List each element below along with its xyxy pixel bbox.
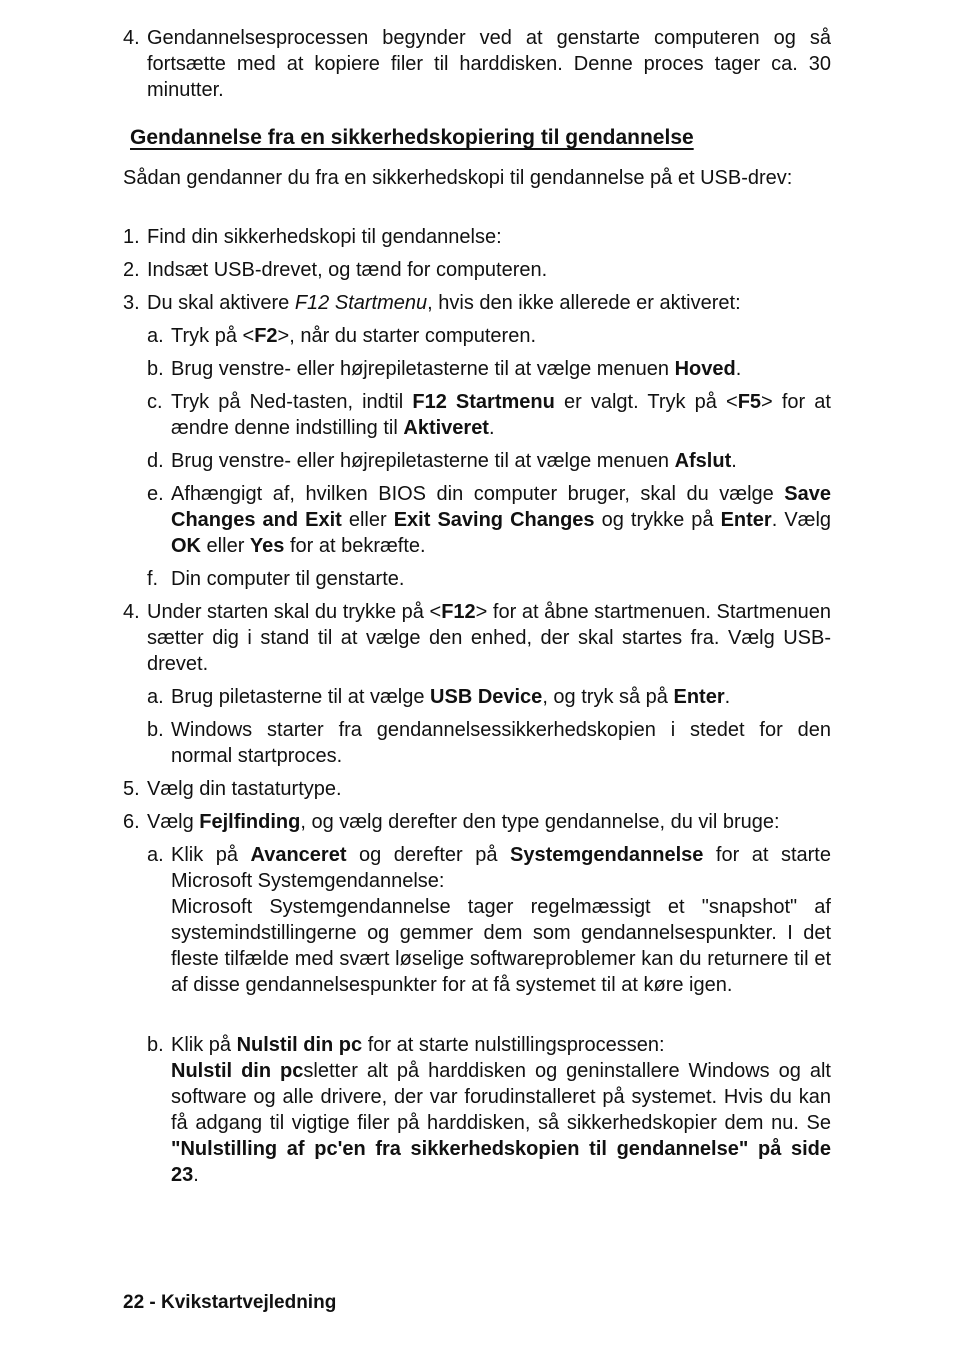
list-text xyxy=(171,1032,831,1188)
list-text xyxy=(147,257,831,283)
bold-text: Yes xyxy=(249,535,285,557)
list-item xyxy=(123,224,831,250)
text-run: Afhængigt af, hvilken BIOS din computer bruger, skal du vælge xyxy=(171,483,785,505)
text-run: Brug venstre- eller højrepiletasterne til at vælge menuen xyxy=(171,358,675,380)
list-letter: f. xyxy=(147,568,159,590)
list-text xyxy=(147,599,831,677)
bold-text: F2 xyxy=(254,325,278,347)
bold-text: Enter xyxy=(673,686,725,708)
text-run: Tryk på < xyxy=(171,325,255,347)
bold-text: "Nulstilling af pc'en fra sikkerhedskopien til gendannelse" på side 23 xyxy=(171,1138,831,1186)
text-run: Gendannelsesprocessen begynder ved at genstarte computeren og så fortsætte med at kopiere filer til harddisken. Denne proces tager ca. 30 minutter. xyxy=(147,27,831,101)
bold-text: OK xyxy=(171,535,201,557)
list-text xyxy=(171,717,831,769)
list-item xyxy=(123,25,831,103)
list-letter: c. xyxy=(147,391,163,413)
list-text xyxy=(171,842,831,998)
list-number: 5. xyxy=(123,778,140,800)
text-run: , og tryk så på xyxy=(542,686,674,708)
text-run: Brug venstre- eller højrepiletasterne til at vælge menuen xyxy=(171,450,675,472)
sub-list-item xyxy=(147,842,831,998)
text-run: >, når du starter computeren. xyxy=(277,325,536,347)
list-text xyxy=(147,290,831,316)
list-number: 6. xyxy=(123,811,140,833)
list-text xyxy=(171,684,831,710)
text-run: , hvis den ikke allerede er aktiveret: xyxy=(427,292,741,314)
list-text xyxy=(171,481,831,559)
list-item xyxy=(123,290,831,316)
text-run: > for at åbne startmenuen. Startmenuen sætter dig i stand til at vælge den enhed, der skal startes fra. Vælg USB-drevet. xyxy=(147,601,831,675)
bold-text: Save Changes and Exit xyxy=(171,483,831,531)
intro-paragraph: Sådan gendanner du fra en sikkerhedskopi til gendannelse på et USB-drev: xyxy=(123,167,793,189)
list-letter: b. xyxy=(147,358,164,380)
bold-text: Aktiveret xyxy=(403,417,489,439)
text-run: eller xyxy=(201,535,250,557)
text-run: Microsoft Systemgendannelse tager regelmæssigt et "snapshot" af systemindstillingerne og gemmer dem som gendannelsespunkter. I det fleste tilfælde med svært løselige softwareproblemer kan du returnere til et af disse gendannelsespunkter for at få systemet til at køre igen. xyxy=(171,896,831,996)
list-text xyxy=(171,448,831,474)
section-heading: Gendannelse fra en sikkerhedskopiering til gendannelse xyxy=(130,126,694,149)
text-run: . xyxy=(724,686,731,708)
list-text xyxy=(147,25,831,103)
list-letter: a. xyxy=(147,686,164,708)
list-text xyxy=(147,224,831,250)
italic-text: F12 Startmenu xyxy=(294,292,428,314)
list-text xyxy=(147,776,831,802)
bold-text: Systemgendannelse xyxy=(509,844,704,866)
list-letter: d. xyxy=(147,450,164,472)
sub-list-item xyxy=(147,448,831,474)
text-run: . Vælg xyxy=(771,509,832,531)
text-run: sletter alt på harddisken og geninstallere Windows og alt software og alle drivere, der var forudinstalleret på systemet. Hvis du kan få adgang til vigtige filer på harddisken, så sikkerhedskopier dem nu. Se xyxy=(171,1060,831,1134)
list-number: 1. xyxy=(123,226,140,248)
text-run: , og vælg derefter den type gendannelse, du vil bruge: xyxy=(300,811,780,833)
sub-list-item xyxy=(147,389,831,441)
list-letter: b. xyxy=(147,719,164,741)
bold-text: Nulstil din pc xyxy=(236,1034,363,1056)
text-run: Klik på xyxy=(171,844,251,866)
text-run: Find din sikkerhedskopi til gendannelse: xyxy=(147,226,502,248)
text-run: . xyxy=(731,450,737,472)
bold-text: Hoved xyxy=(674,358,736,380)
list-letter: b. xyxy=(147,1034,164,1056)
list-number: 4. xyxy=(123,601,140,623)
bold-text: Fejlfinding xyxy=(199,811,301,833)
bold-text: Enter xyxy=(720,509,772,531)
bold-text: Exit Saving Changes xyxy=(393,509,595,531)
list-number: 4. xyxy=(123,27,140,49)
bold-text: Afslut xyxy=(674,450,732,472)
list-letter: e. xyxy=(147,483,164,505)
text-run: Tryk på Ned-tasten, indtil xyxy=(171,391,413,413)
text-run: . xyxy=(193,1164,199,1186)
text-run: og trykke på xyxy=(594,509,721,531)
sub-list-item xyxy=(147,481,831,559)
sub-list-item xyxy=(147,717,831,769)
text-run: eller xyxy=(341,509,394,531)
text-run: . xyxy=(735,358,742,380)
sub-list-item xyxy=(147,566,831,592)
text-run: . xyxy=(488,417,495,439)
text-run: Windows starter fra gendannelsessikkerhedskopien i stedet for den normal startproces. xyxy=(171,719,831,767)
list-text xyxy=(147,809,831,835)
text-run: Din computer til genstarte. xyxy=(171,568,405,590)
text-run: for at starte nulstillingsprocessen: xyxy=(362,1034,665,1056)
text-run: Vælg xyxy=(147,811,200,833)
text-run: Klik på xyxy=(171,1034,237,1056)
text-run: og derefter på xyxy=(346,844,510,866)
list-letter: a. xyxy=(147,844,164,866)
list-text xyxy=(171,323,831,349)
list-text xyxy=(171,566,831,592)
list-number: 2. xyxy=(123,259,140,281)
list-letter: a. xyxy=(147,325,164,347)
list-item xyxy=(123,809,831,835)
list-text xyxy=(171,389,831,441)
sub-list-item xyxy=(147,1032,831,1188)
text-run: for at starte Microsoft Systemgendannelse: xyxy=(171,844,831,892)
text-run: Indsæt USB-drevet, og tænd for computeren. xyxy=(147,259,548,281)
bold-text: Nulstil din pc xyxy=(171,1060,304,1082)
sub-list-item xyxy=(147,356,831,382)
list-item xyxy=(123,776,831,802)
text-run: Du skal aktivere xyxy=(147,292,295,314)
bold-text: F12 Startmenu xyxy=(412,391,555,413)
list-text xyxy=(171,356,831,382)
list-number: 3. xyxy=(123,292,140,314)
text-run: Brug piletasterne til at vælge xyxy=(171,686,431,708)
bold-text: USB Device xyxy=(430,686,543,708)
text-run: Vælg din tastaturtype. xyxy=(147,778,342,800)
bold-text: F12 xyxy=(441,601,476,623)
text-run: > for at ændre denne indstilling til xyxy=(171,391,831,439)
list-item xyxy=(123,257,831,283)
text-run: er valgt. Tryk på < xyxy=(554,391,738,413)
text-run: Under starten skal du trykke på < xyxy=(147,601,442,623)
text-run: for at bekræfte. xyxy=(284,535,426,557)
sub-list-item xyxy=(147,323,831,349)
bold-text: F5 xyxy=(737,391,762,413)
page-footer: 22 - Kvikstartvejledning xyxy=(123,1292,337,1313)
sub-list-item xyxy=(147,684,831,710)
bold-text: Avanceret xyxy=(250,844,347,866)
list-item xyxy=(123,599,831,677)
